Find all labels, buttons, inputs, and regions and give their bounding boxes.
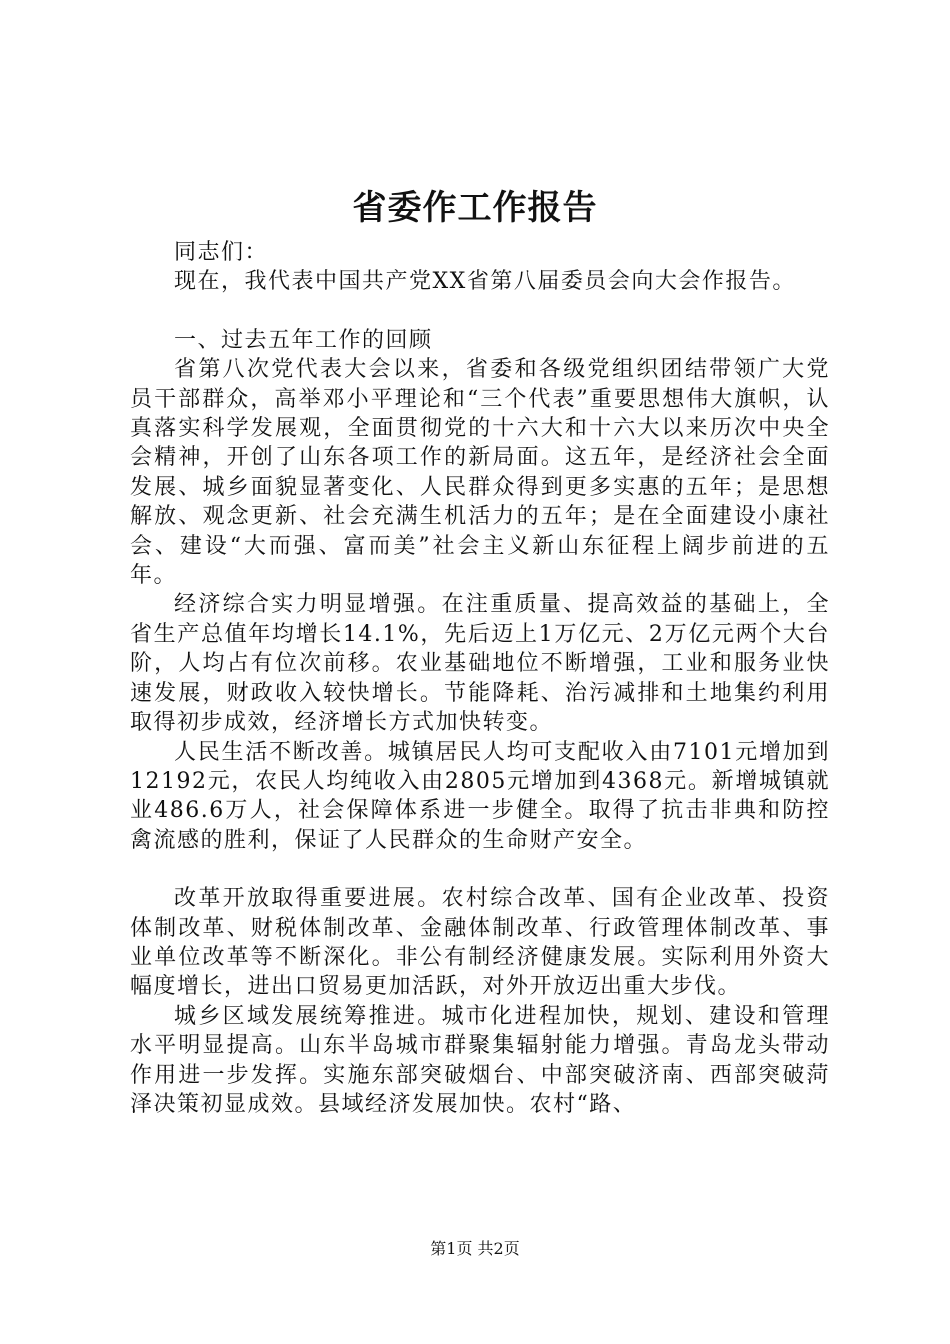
paragraph: 经济综合实力明显增强。在注重质量、提高效益的基础上，全省生产总值年均增长14.1%，先后迈上1万亿元、2万亿元两个大台阶，人均占有位次前移。农业基础地位不断增强，工业和服务业快速发展，财政收入较快增长。节能降耗、治污减排和土地集约利用取得初步成效，经济增长方式加快转变。 xyxy=(130,592,830,736)
intro-paragraph: 现在，我代表中国共产党XX省第八届委员会向大会作报告。 xyxy=(174,269,796,295)
greeting: 同志们： xyxy=(174,240,269,265)
paragraph: 省第八次党代表大会以来，省委和各级党组织团结带领广大党员干部群众，高举邓小平理论和“三个代表”重要思想伟大旗帜，认真落实科学发展观，全面贯彻党的十六大和十六大以来历次中央全会精神，开创了山东各项工作的新局面。这五年，是经济社会全面发展、城乡面貌显著变化、人民群众得到更多实惠的五年；是思想解放、观念更新、社会充满生机活力的五年；是在全面建设小康社会、建设“大而强、富而美”社会主义新山东征程上阔步前进的五年。 xyxy=(130,357,830,589)
section-heading: 一、过去五年工作的回顾 xyxy=(174,327,433,353)
page-footer: 第1页 共2页 xyxy=(430,1239,520,1258)
paragraph: 人民生活不断改善。城镇居民人均可支配收入由7101元增加到12192元，农民人均纯收入由2805元增加到4368元。新增城镇就业486.6万人，社会保障体系进一步健全。取得了抗击非典和防控禽流感的胜利，保证了人民群众的生命财产安全。 xyxy=(130,739,830,853)
document-body xyxy=(130,238,830,1119)
paragraph: 城乡区域发展统筹推进。城市化进程加快，规划、建设和管理水平明显提高。山东半岛城市群聚集辐射能力增强。青岛龙头带动作用进一步发挥。实施东部突破烟台、中部突破济南、西部突破菏泽决策初显成效。县域经济发展加快。农村“路、 xyxy=(130,1003,830,1117)
document-title: 省委作工作报告 xyxy=(352,188,598,228)
paragraph: 改革开放取得重要进展。农村综合改革、国有企业改革、投资体制改革、财税体制改革、金融体制改革、行政管理体制改革、事业单位改革等不断深化。非公有制经济健康发展。实际利用外资大幅度增长，进出口贸易更加活跃，对外开放迈出重大步伐。 xyxy=(130,886,830,1000)
blank-line xyxy=(130,297,830,326)
blank-line xyxy=(130,855,830,884)
